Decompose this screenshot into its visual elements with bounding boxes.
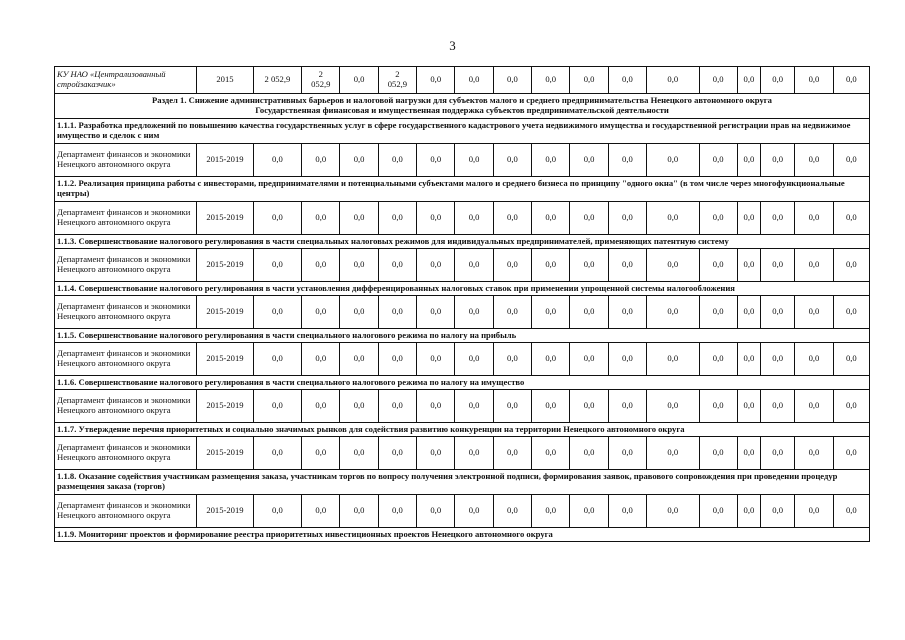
value-cell: 0,0 xyxy=(378,249,416,282)
value-cell: 0,0 xyxy=(833,343,869,376)
table-row xyxy=(55,296,870,329)
value-cell: 0,0 xyxy=(795,249,833,282)
item-title: 1.1.8. Оказание содействия участникам размещения заказа, участникам торгов по вопросу получения электронной подписи, формирования заявок, правового сопровождения при проведении процедур размещения заказа (торгов) xyxy=(55,470,870,495)
executor-cell: Департамент финансов и экономики Ненецкого автономного округа xyxy=(55,390,197,423)
table-row xyxy=(55,144,870,177)
value-cell: 0,0 xyxy=(532,67,570,94)
value-cell: 0,0 xyxy=(340,437,378,470)
value-cell: 0,0 xyxy=(493,249,531,282)
period-cell: 2015-2019 xyxy=(197,343,253,376)
executor-cell: Департамент финансов и экономики Ненецкого автономного округа xyxy=(55,144,197,177)
period-cell: 2015-2019 xyxy=(197,144,253,177)
item-title: 1.1.3. Совершенствование налогового регулирования в части специальных налоговых режимов для индивидуальных предпринимателей, применяющих патентную систему xyxy=(55,235,870,249)
value-cell: 0,0 xyxy=(378,437,416,470)
value-cell: 0,0 xyxy=(833,495,869,528)
value-cell: 0,0 xyxy=(795,437,833,470)
value-cell: 0,0 xyxy=(532,495,570,528)
value-cell: 0,0 xyxy=(833,437,869,470)
value-cell: 0,0 xyxy=(493,67,531,94)
executor-cell: Департамент финансов и экономики Ненецкого автономного округа xyxy=(55,202,197,235)
value-cell: 0,0 xyxy=(795,144,833,177)
value-cell: 0,0 xyxy=(493,296,531,329)
value-cell: 0,0 xyxy=(253,495,301,528)
executor-cell: Департамент финансов и экономики Ненецкого автономного округа xyxy=(55,495,197,528)
value-cell: 0,0 xyxy=(608,390,646,423)
value-cell: 0,0 xyxy=(302,202,340,235)
value-cell: 0,0 xyxy=(570,144,608,177)
value-cell: 0,0 xyxy=(699,437,737,470)
item-heading-row xyxy=(55,528,870,542)
value-cell: 0,0 xyxy=(761,144,795,177)
item-heading-row xyxy=(55,470,870,495)
value-cell: 0,0 xyxy=(608,144,646,177)
value-cell: 0,0 xyxy=(340,343,378,376)
value-cell: 0,0 xyxy=(302,144,340,177)
item-title: 1.1.1. Разработка предложений по повышению качества государственных услуг в сфере государственного кадастрового учета недвижимого имущества и государственной регистрации прав на недвижимое имущество и сделок с ним xyxy=(55,119,870,144)
value-cell: 0,0 xyxy=(302,249,340,282)
value-cell: 0,0 xyxy=(302,343,340,376)
value-cell: 0,0 xyxy=(647,249,699,282)
value-cell: 0,0 xyxy=(570,495,608,528)
value-cell: 0,0 xyxy=(493,343,531,376)
value-cell: 0,0 xyxy=(795,390,833,423)
value-cell: 0,0 xyxy=(455,343,493,376)
table-body xyxy=(55,67,870,542)
executor-cell: Департамент финансов и экономики Ненецкого автономного округа xyxy=(55,249,197,282)
program-table xyxy=(54,66,870,542)
value-cell: 0,0 xyxy=(647,437,699,470)
value-cell: 0,0 xyxy=(417,202,455,235)
period-cell: 2015-2019 xyxy=(197,495,253,528)
table-row xyxy=(55,202,870,235)
value-cell: 0,0 xyxy=(737,202,760,235)
value-cell: 0,0 xyxy=(699,343,737,376)
item-title: 1.1.4. Совершенствование налогового регулирования в части установления дифференцированных налоговых ставок при применении упрощенной системы налогообложения xyxy=(55,282,870,296)
value-cell: 0,0 xyxy=(761,495,795,528)
item-title: 1.1.2. Реализация принципа работы с инвесторами, предпринимателями и потенциальными субъектами малого и среднего бизнеса по принципу "одного окна" (в том числе через многофункциональные центры) xyxy=(55,177,870,202)
value-cell: 0,0 xyxy=(737,343,760,376)
value-cell: 0,0 xyxy=(455,144,493,177)
value-cell: 0,0 xyxy=(378,144,416,177)
value-cell: 0,0 xyxy=(417,144,455,177)
value-cell: 0,0 xyxy=(455,390,493,423)
table-row xyxy=(55,437,870,470)
value-cell: 0,0 xyxy=(253,390,301,423)
table-row-stroyzakazchik xyxy=(55,67,870,94)
value-cell: 0,0 xyxy=(340,249,378,282)
item-heading-row xyxy=(55,376,870,390)
value-cell: 0,0 xyxy=(532,296,570,329)
value-cell: 0,0 xyxy=(340,495,378,528)
value-cell: 0,0 xyxy=(378,390,416,423)
value-cell: 0,0 xyxy=(833,390,869,423)
item-title: 1.1.7. Утверждение перечня приоритетных и социально значимых рынков для содействия развитию конкуренции на территории Ненецкого автономного округа xyxy=(55,423,870,437)
table-row xyxy=(55,390,870,423)
value-cell: 2 052,9 xyxy=(253,67,301,94)
period-cell: 2015-2019 xyxy=(197,437,253,470)
value-cell: 0,0 xyxy=(795,296,833,329)
value-cell: 0,0 xyxy=(493,202,531,235)
value-cell: 0,0 xyxy=(253,144,301,177)
value-cell: 0,0 xyxy=(378,343,416,376)
value-cell: 0,0 xyxy=(833,249,869,282)
value-cell: 0,0 xyxy=(417,67,455,94)
value-cell: 0,0 xyxy=(570,249,608,282)
value-cell: 0,0 xyxy=(833,296,869,329)
value-cell: 0,0 xyxy=(455,249,493,282)
value-cell: 0,0 xyxy=(737,495,760,528)
value-cell: 0,0 xyxy=(608,343,646,376)
value-cell: 0,0 xyxy=(253,296,301,329)
value-cell: 0,0 xyxy=(493,144,531,177)
value-cell: 0,0 xyxy=(417,437,455,470)
value-cell: 0,0 xyxy=(699,67,737,94)
value-cell: 0,0 xyxy=(699,495,737,528)
value-cell: 0,0 xyxy=(302,495,340,528)
value-cell: 0,0 xyxy=(761,390,795,423)
value-cell: 0,0 xyxy=(253,343,301,376)
value-cell: 0,0 xyxy=(608,249,646,282)
value-cell: 0,0 xyxy=(699,202,737,235)
table-row xyxy=(55,249,870,282)
value-cell: 0,0 xyxy=(532,437,570,470)
value-cell: 0,0 xyxy=(532,249,570,282)
value-cell: 0,0 xyxy=(737,144,760,177)
item-title: 1.1.6. Совершенствование налогового регулирования в части специального налогового режима по налогу на имущество xyxy=(55,376,870,390)
value-cell: 0,0 xyxy=(795,202,833,235)
item-heading-row xyxy=(55,329,870,343)
executor-cell: Департамент финансов и экономики Ненецкого автономного округа xyxy=(55,296,197,329)
value-cell: 0,0 xyxy=(647,202,699,235)
value-cell: 0,0 xyxy=(833,202,869,235)
value-cell: 0,0 xyxy=(253,249,301,282)
value-cell: 0,0 xyxy=(699,249,737,282)
value-cell: 0,0 xyxy=(608,437,646,470)
section-heading xyxy=(55,94,870,119)
value-cell: 0,0 xyxy=(340,296,378,329)
value-cell: 0,0 xyxy=(699,390,737,423)
value-cell: 0,0 xyxy=(532,343,570,376)
executor-cell: КУ НАО «Централизованный стройзаказчик» xyxy=(55,67,197,94)
value-cell: 0,0 xyxy=(608,67,646,94)
period-cell: 2015-2019 xyxy=(197,202,253,235)
value-cell: 0,0 xyxy=(647,144,699,177)
value-cell: 0,0 xyxy=(737,296,760,329)
item-heading-row xyxy=(55,235,870,249)
value-cell: 0,0 xyxy=(570,67,608,94)
section-title: Раздел 1. Снижение административных барьеров и налоговой нагрузки для субъектов малого и среднего предпринимательства Ненецкого автономного округа xyxy=(152,95,772,106)
value-cell: 0,0 xyxy=(570,437,608,470)
period-cell: 2015 xyxy=(197,67,253,94)
period-cell: 2015-2019 xyxy=(197,296,253,329)
value-cell: 0,0 xyxy=(455,202,493,235)
value-cell: 0,0 xyxy=(340,144,378,177)
value-cell: 0,0 xyxy=(493,495,531,528)
value-cell: 0,0 xyxy=(608,495,646,528)
value-cell: 0,0 xyxy=(253,202,301,235)
item-heading-row xyxy=(55,177,870,202)
executor-cell: Департамент финансов и экономики Ненецкого автономного округа xyxy=(55,437,197,470)
value-cell: 0,0 xyxy=(340,202,378,235)
section-row xyxy=(55,94,870,119)
item-heading-row xyxy=(55,282,870,296)
table-row xyxy=(55,495,870,528)
value-cell: 0,0 xyxy=(340,390,378,423)
item-title: 1.1.9. Мониторинг проектов и формирование реестра приоритетных инвестиционных проектов Ненецкого автономного округа xyxy=(55,528,870,542)
executor-cell: Департамент финансов и экономики Ненецкого автономного округа xyxy=(55,343,197,376)
item-title: 1.1.5. Совершенствование налогового регулирования в части специального налогового режима по налогу на прибыль xyxy=(55,329,870,343)
value-cell: 0,0 xyxy=(570,390,608,423)
value-cell: 0,0 xyxy=(608,296,646,329)
value-cell: 0,0 xyxy=(647,343,699,376)
value-cell: 2 052,9 xyxy=(378,67,416,94)
value-cell: 0,0 xyxy=(699,144,737,177)
value-cell: 0,0 xyxy=(417,249,455,282)
value-cell: 0,0 xyxy=(417,390,455,423)
value-cell: 0,0 xyxy=(761,437,795,470)
item-heading-row xyxy=(55,119,870,144)
value-cell: 0,0 xyxy=(833,144,869,177)
value-cell: 0,0 xyxy=(761,296,795,329)
section-subtitle: Государственная финансовая и имущественная поддержка субъектов предпринимательской деятельности xyxy=(255,105,669,115)
value-cell: 0,0 xyxy=(455,67,493,94)
value-cell: 0,0 xyxy=(737,67,760,94)
period-cell: 2015-2019 xyxy=(197,390,253,423)
value-cell: 0,0 xyxy=(647,495,699,528)
value-cell: 0,0 xyxy=(378,296,416,329)
value-cell: 0,0 xyxy=(378,202,416,235)
value-cell: 0,0 xyxy=(455,495,493,528)
period-cell: 2015-2019 xyxy=(197,249,253,282)
item-heading-row xyxy=(55,423,870,437)
value-cell: 0,0 xyxy=(647,67,699,94)
value-cell: 0,0 xyxy=(378,495,416,528)
value-cell: 0,0 xyxy=(417,343,455,376)
value-cell: 0,0 xyxy=(833,67,869,94)
value-cell: 0,0 xyxy=(253,437,301,470)
value-cell: 0,0 xyxy=(302,437,340,470)
value-cell: 0,0 xyxy=(570,343,608,376)
value-cell: 0,0 xyxy=(699,296,737,329)
value-cell: 0,0 xyxy=(737,390,760,423)
value-cell: 0,0 xyxy=(493,437,531,470)
value-cell: 0,0 xyxy=(761,343,795,376)
value-cell: 0,0 xyxy=(761,67,795,94)
value-cell: 0,0 xyxy=(455,296,493,329)
value-cell: 0,0 xyxy=(647,296,699,329)
value-cell: 0,0 xyxy=(737,249,760,282)
table-row xyxy=(55,343,870,376)
value-cell: 0,0 xyxy=(570,202,608,235)
value-cell: 0,0 xyxy=(340,67,378,94)
value-cell: 0,0 xyxy=(455,437,493,470)
value-cell: 0,0 xyxy=(761,202,795,235)
value-cell: 0,0 xyxy=(417,296,455,329)
value-cell: 0,0 xyxy=(532,144,570,177)
value-cell: 0,0 xyxy=(795,67,833,94)
value-cell: 0,0 xyxy=(761,249,795,282)
value-cell: 0,0 xyxy=(532,390,570,423)
value-cell: 0,0 xyxy=(417,495,455,528)
value-cell: 0,0 xyxy=(302,390,340,423)
value-cell: 0,0 xyxy=(795,343,833,376)
value-cell: 0,0 xyxy=(302,296,340,329)
value-cell: 0,0 xyxy=(795,495,833,528)
page-number: 3 xyxy=(449,38,456,53)
value-cell: 0,0 xyxy=(608,202,646,235)
value-cell: 0,0 xyxy=(647,390,699,423)
value-cell: 0,0 xyxy=(737,437,760,470)
value-cell: 0,0 xyxy=(493,390,531,423)
value-cell: 0,0 xyxy=(570,296,608,329)
value-cell: 0,0 xyxy=(532,202,570,235)
value-cell: 2 052,9 xyxy=(302,67,340,94)
